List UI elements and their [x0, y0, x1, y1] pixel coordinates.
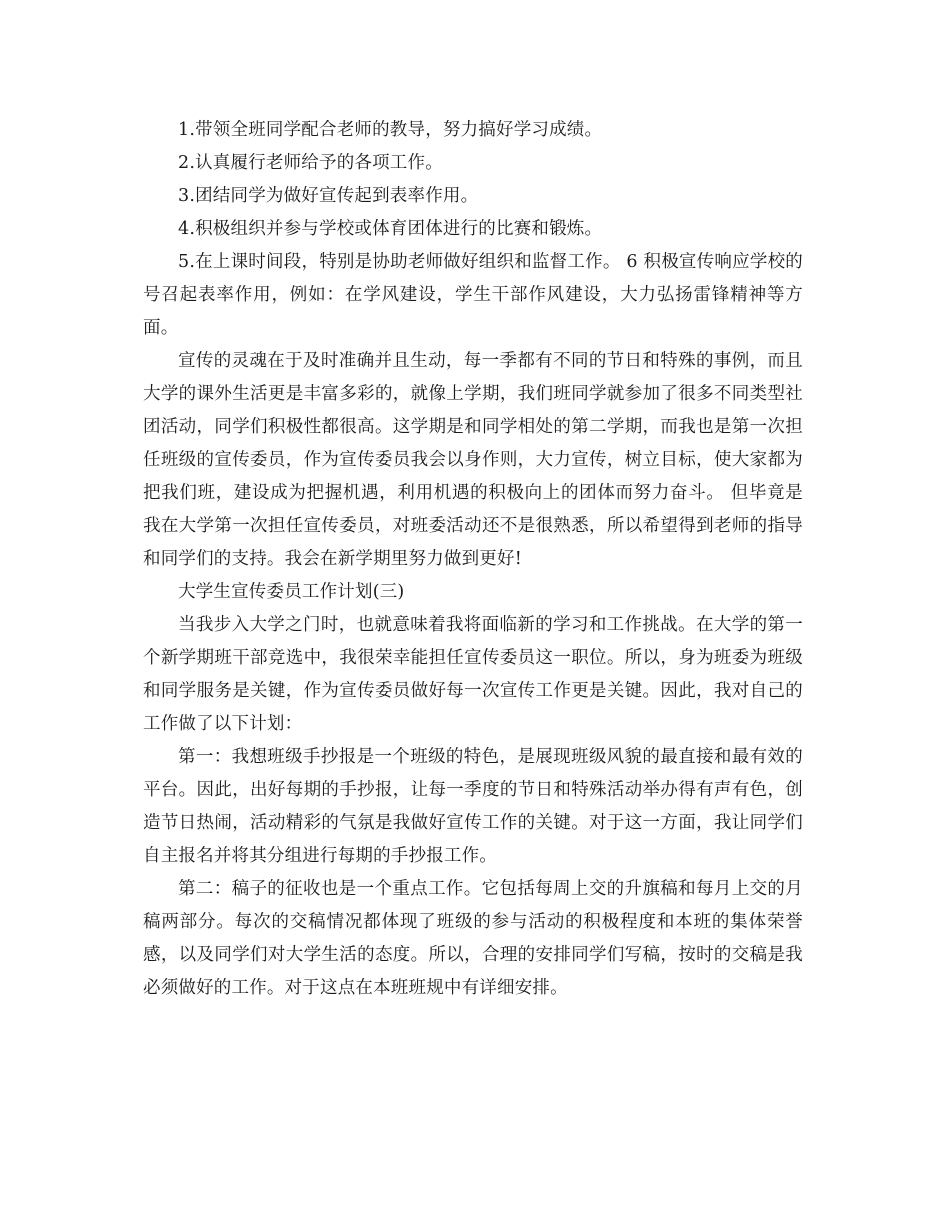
- section-heading: 大学生宣传委员工作计划(三): [178, 582, 405, 602]
- paragraph-intro: 当我步入大学之门时，也就意味着我将面临新的学习和工作挑战。在大学的第一个新学期班干部竞选中，我很荣幸能担任宣传委员这一职位。所以，身为班委为班级和同学服务是关键，作为宣传委员做好每一次宣传工作更是关键。因此，我对自己的工作做了以下计划：: [143, 615, 803, 734]
- paragraph-second-point: 第二：稿子的征收也是一个重点工作。它包括每周上交的升旗稿和每月上交的月稿两部分。每次的交稿情况都体现了班级的参与活动的积极程度和本班的集体荣誉感，以及同学们对大学生活的态度。所以，合理的安排同学们写稿，按时的交稿是我必须做好的工作。对于这点在本班班规中有详细安排。: [143, 879, 803, 998]
- paragraph-item-3: 3.团结同学为做好宣传起到表率作用。: [178, 186, 479, 206]
- paragraph-item-2: 2.认真履行老师给予的各项工作。: [178, 153, 443, 173]
- paragraph-item-5: 5.在上课时间段，特别是协助老师做好组织和监督工作。 6 积极宣传响应学校的号召起表率作用，例如：在学风建设，学生干部作风建设，大力弘扬雷锋精神等方面。: [143, 252, 803, 338]
- document-body: [143, 114, 803, 1005]
- paragraph-item-1: 1.带领全班同学配合老师的教导，努力搞好学习成绩。: [178, 120, 603, 140]
- paragraph-publicity-soul: 宣传的灵魂在于及时准确并且生动，每一季都有不同的节日和特殊的事例，而且大学的课外生活更是丰富多彩的，就像上学期，我们班同学就参加了很多不同类型社团活动，同学们积极性都很高。这学期是和同学相处的第二学期，而我也是第一次担任班级的宣传委员，作为宣传委员我会以身作则，大力宣传，树立目标，使大家都为把我们班，建设成为把握机遇，利用机遇的积极向上的团体而努力奋斗。 但毕竟是我在大学第一次担任宣传委员，对班委活动还不是很熟悉，所以希望得到老师的指导和同学们的支持。我会在新学期里努力做到更好!: [143, 351, 803, 569]
- paragraph-item-4: 4.积极组织并参与学校或体育团体进行的比赛和锻炼。: [178, 219, 603, 239]
- paragraph-first-point: 第一：我想班级手抄报是一个班级的特色，是展现班级风貌的最直接和最有效的平台。因此，出好每期的手抄报，让每一季度的节日和特殊活动举办得有声有色，创造节日热闹，活动精彩的气氛是我做好宣传工作的关键。对于这一方面，我让同学们自主报名并将其分组进行每期的手抄报工作。: [143, 747, 803, 866]
